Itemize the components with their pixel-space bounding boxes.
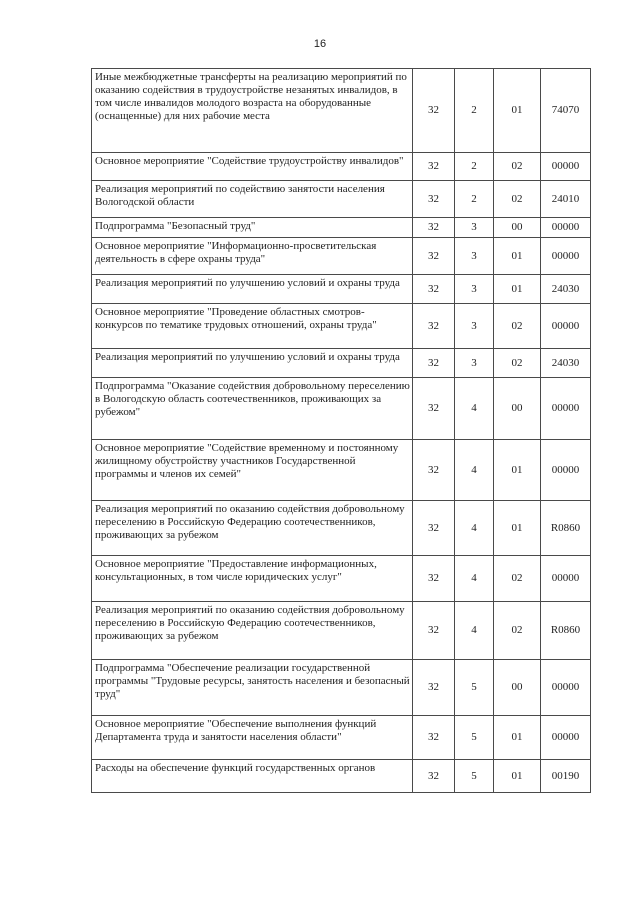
section-code-cell: 32 xyxy=(413,304,455,349)
activity-code-cell: 02 xyxy=(494,556,541,602)
section-code-cell: 32 xyxy=(413,716,455,760)
subsection-code-cell: 3 xyxy=(455,218,494,238)
row-description-cell: Основное мероприятие "Информационно-просветительская деятельность в сфере охраны труда" xyxy=(92,238,413,275)
activity-code-cell: 02 xyxy=(494,153,541,181)
row-description-cell: Основное мероприятие "Проведение областных смотров-конкурсов по тематике трудовых отношений, охраны труда" xyxy=(92,304,413,349)
activity-code-cell: 01 xyxy=(494,440,541,501)
subsection-code-cell: 5 xyxy=(455,760,494,793)
row-description-cell: Реализация мероприятий по улучшению условий и охраны труда xyxy=(92,275,413,304)
table-row xyxy=(92,218,591,238)
row-description-cell: Основное мероприятие "Содействие трудоустройству инвалидов" xyxy=(92,153,413,181)
row-description-cell: Расходы на обеспечение функций государственных органов xyxy=(92,760,413,793)
activity-code-cell: 02 xyxy=(494,602,541,660)
activity-code-cell: 00 xyxy=(494,660,541,716)
table-row xyxy=(92,378,591,440)
table-row xyxy=(92,556,591,602)
expense-code-cell: 00000 xyxy=(541,304,591,349)
section-code-cell: 32 xyxy=(413,602,455,660)
table-row xyxy=(92,238,591,275)
activity-code-cell: 01 xyxy=(494,716,541,760)
subsection-code-cell: 4 xyxy=(455,556,494,602)
activity-code-cell: 02 xyxy=(494,349,541,378)
expense-code-cell: 00190 xyxy=(541,760,591,793)
table-row xyxy=(92,602,591,660)
activity-code-cell: 01 xyxy=(494,69,541,153)
section-code-cell: 32 xyxy=(413,501,455,556)
section-code-cell: 32 xyxy=(413,69,455,153)
section-code-cell: 32 xyxy=(413,181,455,218)
table-body xyxy=(92,69,591,793)
row-description-cell: Реализация мероприятий по улучшению условий и охраны труда xyxy=(92,349,413,378)
table-row xyxy=(92,181,591,218)
table-row xyxy=(92,275,591,304)
section-code-cell: 32 xyxy=(413,349,455,378)
subsection-code-cell: 4 xyxy=(455,501,494,556)
section-code-cell: 32 xyxy=(413,218,455,238)
activity-code-cell: 01 xyxy=(494,760,541,793)
section-code-cell: 32 xyxy=(413,440,455,501)
table-row xyxy=(92,304,591,349)
subsection-code-cell: 3 xyxy=(455,349,494,378)
section-code-cell: 32 xyxy=(413,238,455,275)
row-description-cell: Основное мероприятие "Содействие временному и постоянному жилищному обустройству участников Государственной программы и членов их семей" xyxy=(92,440,413,501)
subsection-code-cell: 2 xyxy=(455,181,494,218)
table-row xyxy=(92,660,591,716)
row-description-cell: Подпрограмма "Обеспечение реализации государственной программы "Трудовые ресурсы, занятость населения и безопасный труд" xyxy=(92,660,413,716)
section-code-cell: 32 xyxy=(413,153,455,181)
subsection-code-cell: 4 xyxy=(455,602,494,660)
expense-code-cell: 24030 xyxy=(541,275,591,304)
subsection-code-cell: 4 xyxy=(455,440,494,501)
expense-code-cell: R0860 xyxy=(541,602,591,660)
subsection-code-cell: 4 xyxy=(455,378,494,440)
row-description-cell: Реализация мероприятий по содействию занятости населения Вологодской области xyxy=(92,181,413,218)
subsection-code-cell: 5 xyxy=(455,660,494,716)
row-description-cell: Подпрограмма "Безопасный труд" xyxy=(92,218,413,238)
table-row xyxy=(92,349,591,378)
expense-code-cell: 24030 xyxy=(541,349,591,378)
section-code-cell: 32 xyxy=(413,660,455,716)
section-code-cell: 32 xyxy=(413,760,455,793)
section-code-cell: 32 xyxy=(413,275,455,304)
row-description-cell: Реализация мероприятий по оказанию содействия добровольному переселению в Российскую Федерацию соотечественников, проживающих за рубежом xyxy=(92,501,413,556)
table-row xyxy=(92,716,591,760)
subsection-code-cell: 3 xyxy=(455,304,494,349)
section-code-cell: 32 xyxy=(413,378,455,440)
expense-code-cell: 24010 xyxy=(541,181,591,218)
row-description-cell: Иные межбюджетные трансферты на реализацию мероприятий по оказанию содействия в трудоустройстве незанятых инвалидов, в том числе инвалидов молодого возраста на оборудованные (оснащенные) для них рабочие места xyxy=(92,69,413,153)
activity-code-cell: 01 xyxy=(494,238,541,275)
row-description-cell: Основное мероприятие "Обеспечение выполнения функций Департамента труда и занятости населения области" xyxy=(92,716,413,760)
expense-code-cell: R0860 xyxy=(541,501,591,556)
table-row xyxy=(92,153,591,181)
subsection-code-cell: 3 xyxy=(455,238,494,275)
activity-code-cell: 02 xyxy=(494,304,541,349)
section-code-cell: 32 xyxy=(413,556,455,602)
expense-code-cell: 00000 xyxy=(541,556,591,602)
expense-code-cell: 00000 xyxy=(541,218,591,238)
subsection-code-cell: 2 xyxy=(455,153,494,181)
budget-classification-table xyxy=(91,68,591,793)
expense-code-cell: 74070 xyxy=(541,69,591,153)
subsection-code-cell: 2 xyxy=(455,69,494,153)
subsection-code-cell: 3 xyxy=(455,275,494,304)
table-row xyxy=(92,760,591,793)
row-description-cell: Подпрограмма "Оказание содействия добровольному переселению в Вологодскую область соотечественников, проживающих за рубежом" xyxy=(92,378,413,440)
activity-code-cell: 02 xyxy=(494,181,541,218)
row-description-cell: Реализация мероприятий по оказанию содействия добровольному переселению в Российскую Федерацию соотечественников, проживающих за рубежом xyxy=(92,602,413,660)
activity-code-cell: 01 xyxy=(494,501,541,556)
page-number: 16 xyxy=(313,38,327,50)
expense-code-cell: 00000 xyxy=(541,716,591,760)
activity-code-cell: 01 xyxy=(494,275,541,304)
table-row xyxy=(92,440,591,501)
row-description-cell: Основное мероприятие "Предоставление информационных, консультационных, в том числе юридических услуг" xyxy=(92,556,413,602)
expense-code-cell: 00000 xyxy=(541,660,591,716)
expense-code-cell: 00000 xyxy=(541,153,591,181)
expense-code-cell: 00000 xyxy=(541,378,591,440)
subsection-code-cell: 5 xyxy=(455,716,494,760)
expense-code-cell: 00000 xyxy=(541,238,591,275)
activity-code-cell: 00 xyxy=(494,218,541,238)
table-row xyxy=(92,69,591,153)
activity-code-cell: 00 xyxy=(494,378,541,440)
table-row xyxy=(92,501,591,556)
expense-code-cell: 00000 xyxy=(541,440,591,501)
